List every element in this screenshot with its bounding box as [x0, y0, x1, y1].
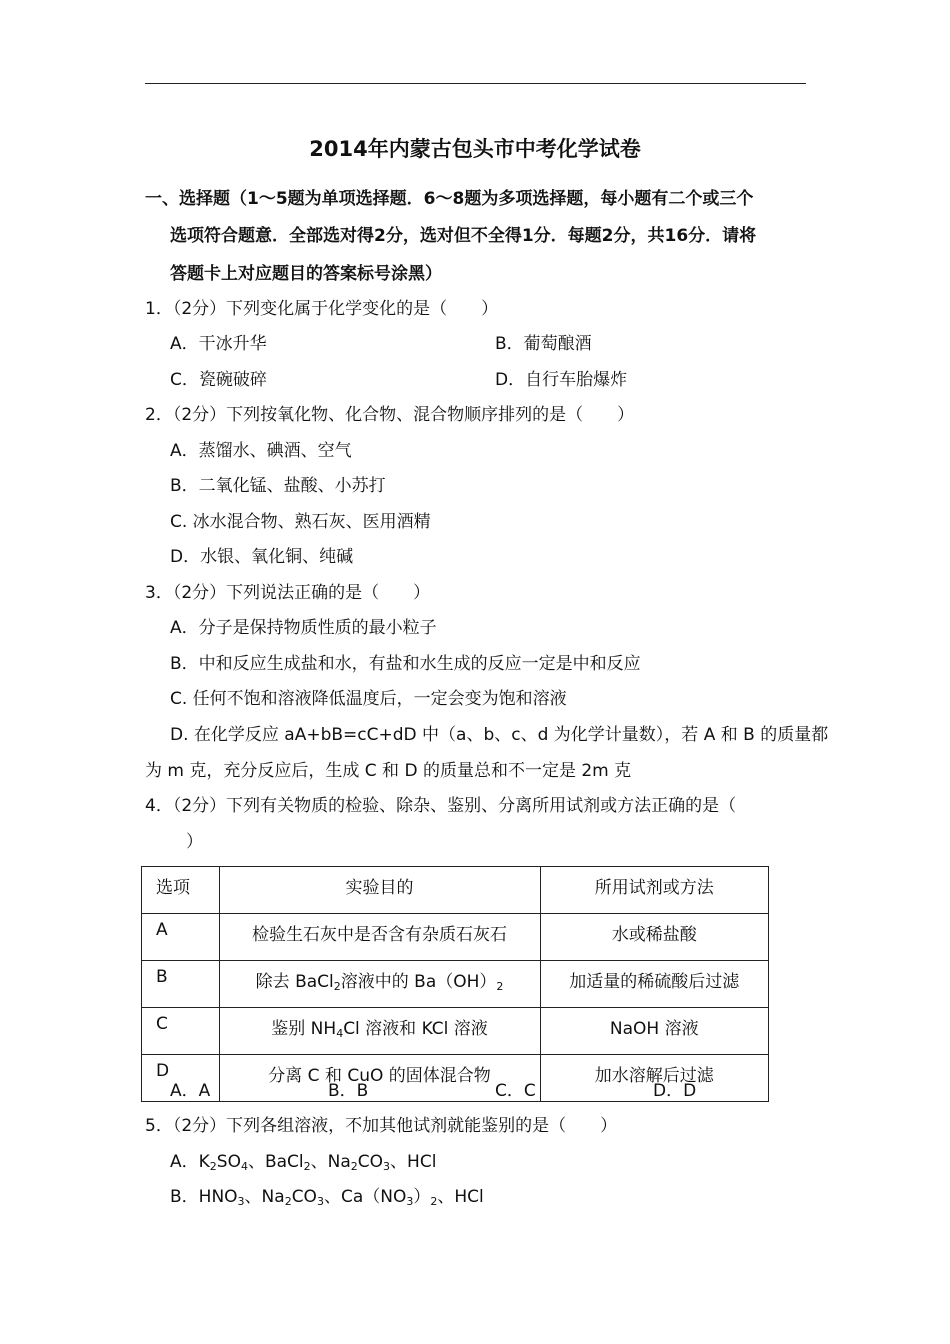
- q2-option-c: C. 冰水混合物、熟石灰、医用酒精: [170, 512, 431, 532]
- q4-choice-c: C．C: [495, 1081, 536, 1101]
- q5-stem: 5．（2分）下列各组溶液，不加其他试剂就能鉴别的是（ ）: [145, 1116, 618, 1136]
- q2-option-b: B．二氧化锰、盐酸、小苏打: [170, 476, 386, 496]
- table-header-cell: 所用试剂或方法: [540, 867, 768, 914]
- q4-options-table: [141, 866, 769, 1102]
- table-cell-purpose: 检验生石灰中是否含有杂质石灰石: [219, 914, 540, 961]
- table-row: [142, 1008, 769, 1055]
- q4-stem-close: ）: [186, 832, 203, 852]
- q2-option-a: A．蒸馏水、碘酒、空气: [170, 441, 352, 461]
- q5-option-b: B．$HNO_3$、$Na_2CO_3$、$Ca(NO_3)_2$、HCl: [170, 1187, 484, 1208]
- q4-choice-d: D．D: [653, 1081, 697, 1101]
- section-heading-line3: 答题卡上对应题目的答案标号涂黑）: [170, 264, 442, 284]
- q5-option-a: A．$K_2SO_4$、BaCl$_2$、$Na_2CO_3$、HCl: [170, 1152, 437, 1173]
- q3-option-a: A．分子是保持物质性质的最小粒子: [170, 618, 437, 638]
- table-cell-option: A: [142, 914, 220, 961]
- table-cell-option: D: [142, 1055, 220, 1102]
- q3-option-c: C. 任何不饱和溶液降低温度后，一定会变为饱和溶液: [170, 689, 567, 709]
- table-cell-option: C: [142, 1008, 220, 1055]
- table-cell-purpose: 除去 BaCl$_2$溶液中的 $Ba(OH)_2$: [219, 961, 540, 1008]
- table-row: [142, 914, 769, 961]
- q3-option-d-line1: D. 在化学反应 aA+bB=cC+dD 中（a、b、c、d 为化学计量数），若 A 和 B 的质量都: [170, 725, 829, 745]
- table-header-cell: 实验目的: [219, 867, 540, 914]
- table-cell-method: NaOH 溶液: [540, 1008, 768, 1055]
- table-header-row: [142, 867, 769, 914]
- header-rule: [145, 83, 806, 84]
- page-title: 2014年内蒙古包头市中考化学试卷: [309, 137, 641, 161]
- q3-option-b: B．中和反应生成盐和水，有盐和水生成的反应一定是中和反应: [170, 654, 641, 674]
- q4-choice-b: B．B: [328, 1081, 369, 1101]
- q1-option-d: D．自行车胎爆炸: [495, 370, 628, 390]
- q4-choice-a: A．A: [170, 1081, 211, 1101]
- table-cell-purpose: 分离 C 和 CuO 的固体混合物: [219, 1055, 540, 1102]
- table-row: [142, 961, 769, 1008]
- q2-stem: 2．（2分）下列按氧化物、化合物、混合物顺序排列的是（ ）: [145, 405, 635, 425]
- q3-option-d-line2: 为 m 克，充分反应后，生成 C 和 D 的质量总和不一定是 2m 克: [145, 761, 632, 781]
- q2-option-d: D．水银、氧化铜、纯碱: [170, 547, 354, 567]
- table-cell-option: B: [142, 961, 220, 1008]
- table-cell-method: 水或稀盐酸: [540, 914, 768, 961]
- table-cell-purpose: 鉴别 $NH_4Cl$ 溶液和 KCl 溶液: [219, 1008, 540, 1055]
- q1-option-a: A．干冰升华: [170, 334, 267, 354]
- section-heading-line2: 选项符合题意．全部选对得2分，选对但不全得1分．每题2分，共16分．请将: [170, 226, 757, 246]
- q1-option-c: C．瓷碗破碎: [170, 370, 267, 390]
- q3-stem: 3．（2分）下列说法正确的是（ ）: [145, 583, 431, 603]
- table-cell-method: 加适量的稀硫酸后过滤: [540, 961, 768, 1008]
- section-heading-line1: 一、选择题（1～5题为单项选择题．6～8题为多项选择题，每小题有二个或三个: [145, 189, 754, 209]
- q1-option-b: B．葡萄酿酒: [495, 334, 592, 354]
- q1-stem: 1．（2分）下列变化属于化学变化的是（ ）: [145, 299, 499, 319]
- table-header-cell: 选项: [142, 867, 220, 914]
- table-cell-method: 加水溶解后过滤: [540, 1055, 768, 1102]
- q4-stem: 4．（2分）下列有关物质的检验、除杂、鉴别、分离所用试剂或方法正确的是（: [145, 796, 737, 816]
